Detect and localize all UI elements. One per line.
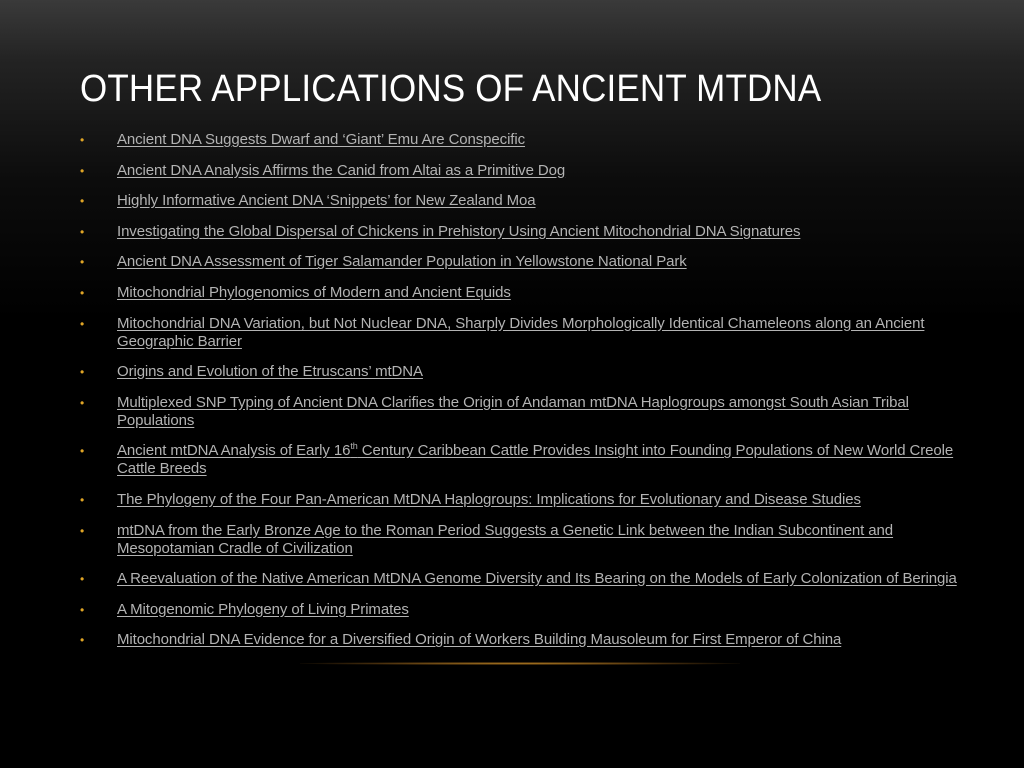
- bullet-icon: •: [80, 633, 85, 648]
- bullet-icon: •: [80, 395, 85, 410]
- reference-link-altai-canid[interactable]: Ancient DNA Analysis Affirms the Canid from Altai as a Primitive Dog: [117, 161, 566, 179]
- reference-link-primates[interactable]: A Mitogenomic Phylogeny of Living Primates: [117, 600, 409, 618]
- reference-link-caribbean-cattle[interactable]: [117, 442, 953, 477]
- reference-link-chickens[interactable]: Investigating the Global Dispersal of Chickens in Prehistory Using Ancient Mitochondrial DNA Signatures: [117, 222, 801, 240]
- list-item: [80, 315, 980, 351]
- link-text-part: Ancient mtDNA Analysis of Early 16: [117, 442, 351, 460]
- list-item: [80, 253, 980, 271]
- reference-link-chameleons[interactable]: Mitochondrial DNA Variation, but Not Nuclear DNA, Sharply Divides Morphologically Identical Chameleons along an Ancient Geographic Barrier: [117, 314, 925, 350]
- bullet-icon: •: [80, 194, 85, 209]
- reference-link-tiger-salamander[interactable]: Ancient DNA Assessment of Tiger Salamander Population in Yellowstone National Park: [117, 253, 687, 271]
- reference-link-pan-american[interactable]: The Phylogeny of the Four Pan-American MtDNA Haplogroups: Implications for Evolutionary and Disease Studies: [117, 490, 861, 508]
- bullet-icon: •: [80, 255, 85, 270]
- list-item: [80, 131, 980, 149]
- bullet-icon: •: [80, 133, 85, 147]
- bullet-icon: •: [80, 523, 85, 538]
- bullet-icon: •: [80, 224, 85, 239]
- reference-link-mausoleum[interactable]: Mitochondrial DNA Evidence for a Diversified Origin of Workers Building Mausoleum for First Emperor of China: [117, 631, 842, 649]
- list-item: [80, 192, 980, 210]
- bullet-icon: •: [80, 602, 85, 617]
- link-superscript: th: [350, 441, 358, 452]
- list-item: [80, 522, 980, 558]
- slide-title: OTHER APPLICATIONS OF ANCIENT MTDNA: [80, 68, 822, 110]
- bullet-icon: •: [80, 316, 85, 331]
- reference-link-beringia[interactable]: A Reevaluation of the Native American MtDNA Genome Diversity and Its Bearing on the Models of Early Colonization of Beringia: [117, 570, 957, 588]
- decorative-accent-line: [300, 662, 740, 665]
- reference-link-andaman[interactable]: Multiplexed SNP Typing of Ancient DNA Clarifies the Origin of Andaman mtDNA Haplogroups amongst South Asian Tribal Populations: [117, 393, 909, 429]
- reference-link-etruscans[interactable]: Origins and Evolution of the Etruscans’ mtDNA: [117, 363, 423, 381]
- list-item: [80, 570, 980, 588]
- list-item: [80, 601, 980, 619]
- bullet-icon: •: [80, 444, 85, 459]
- reference-link-emu[interactable]: Ancient DNA Suggests Dwarf and ‘Giant’ Emu Are Conspecific: [117, 131, 526, 148]
- reference-link-bronze-age[interactable]: mtDNA from the Early Bronze Age to the Roman Period Suggests a Genetic Link between the Indian Subcontinent and Mesopotamian Cradle of Civilization: [117, 521, 894, 557]
- list-item: [80, 491, 980, 509]
- list-item: [80, 363, 980, 381]
- bullet-icon: •: [80, 492, 85, 507]
- list-item: [80, 284, 980, 302]
- reference-link-moa[interactable]: Highly Informative Ancient DNA ‘Snippets’ for New Zealand Moa: [117, 192, 536, 210]
- list-item: [80, 223, 980, 241]
- bullet-icon: •: [80, 163, 85, 178]
- list-item: [80, 442, 980, 478]
- bullet-icon: •: [80, 285, 85, 300]
- reference-list: [80, 131, 980, 662]
- list-item: [80, 631, 980, 649]
- list-item: [80, 394, 980, 430]
- bullet-icon: •: [80, 365, 85, 380]
- list-item: [80, 162, 980, 180]
- link-text-part: Century Caribbean Cattle Provides Insight into Founding Populations of New World Creole Cattle Breeds: [117, 442, 954, 478]
- bullet-icon: •: [80, 572, 85, 587]
- reference-link-equids[interactable]: Mitochondrial Phylogenomics of Modern and Ancient Equids: [117, 283, 511, 301]
